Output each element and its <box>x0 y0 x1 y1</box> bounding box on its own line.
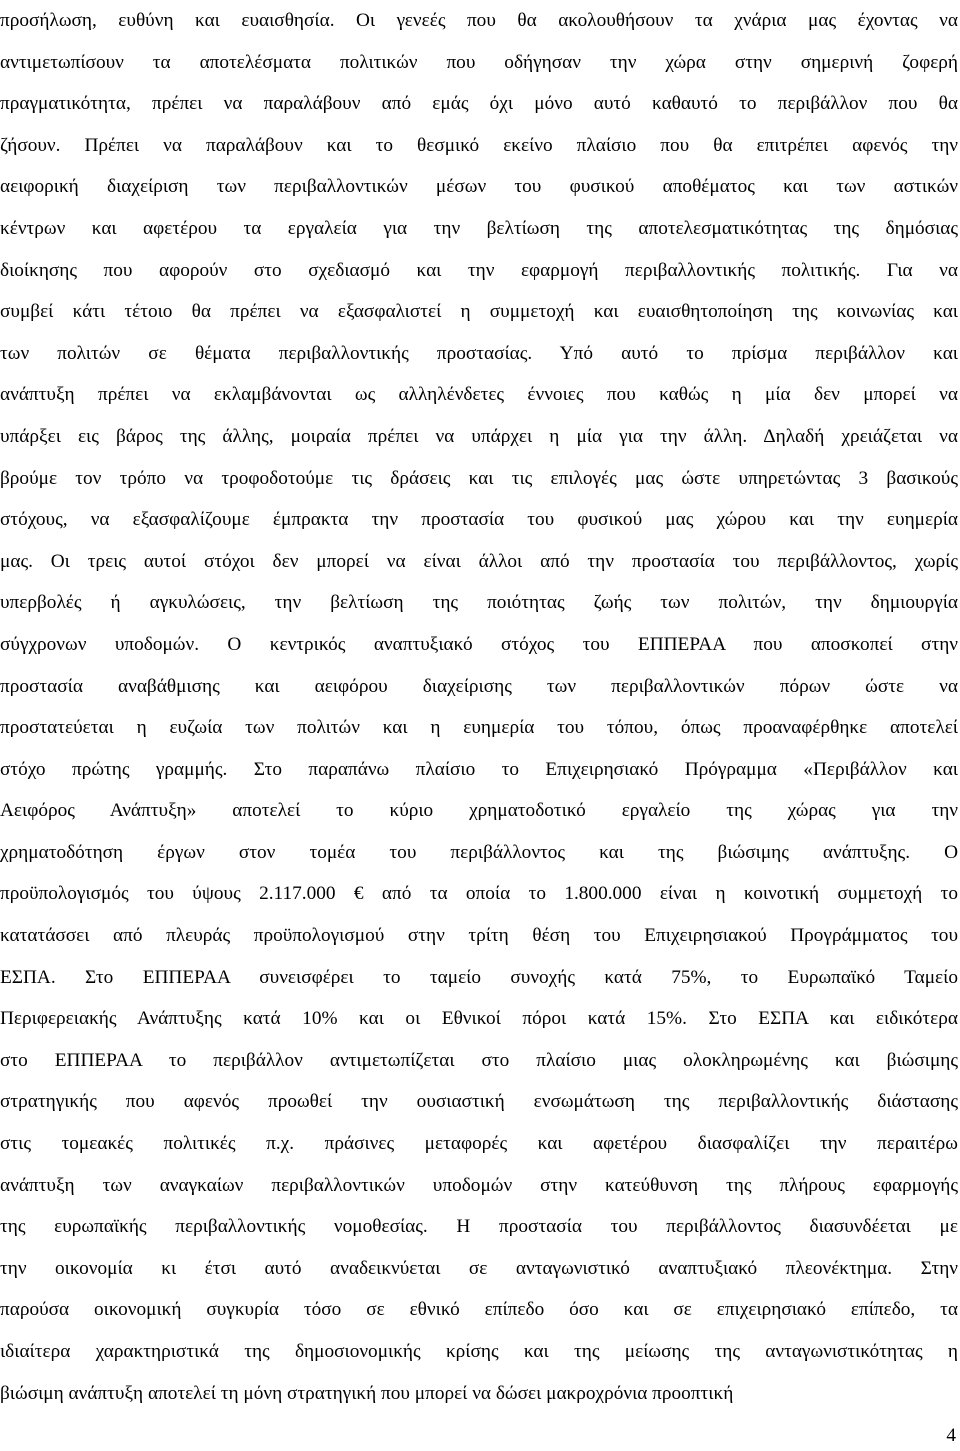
text-line: προστασία αναβάθμισης και αειφόρου διαχείρισης των περιβαλλοντικών πόρων ώστε να <box>0 675 958 697</box>
text-line: των πολιτών σε θέματα περιβαλλοντικής προστασίας. Υπό αυτό το πρίσμα περιβάλλον και <box>0 342 958 364</box>
text-line: στρατηγικής που αφενός προωθεί την ουσιαστική ενσωμάτωση της περιβαλλοντικής διάστασης <box>0 1091 958 1113</box>
text-line: ανάπτυξη των αναγκαίων περιβαλλοντικών υποδομών στην κατεύθυνση της πλήρους εφαρμογής <box>0 1174 958 1196</box>
text-line: προσήλωση, ευθύνη και ευαισθησία. Οι γενεές που θα ακολουθήσουν τα χνάρια μας έχοντας να <box>0 10 958 31</box>
text-line: ανάπτυξη πρέπει να εκλαμβάνονται ως αλληλένδετες έννοιες που καθώς η μία δεν μπορεί να <box>0 384 958 406</box>
text-line: συμβεί κάτι τέτοιο θα πρέπει να εξασφαλιστεί η συμμετοχή και ευαισθητοποίηση της κοινωνίας και <box>0 301 958 323</box>
text-line: Αειφόρος Ανάπτυξη» αποτελεί το κύριο χρηματοδοτικό εργαλείο της χώρας για την <box>0 800 958 822</box>
text-line: Περιφερειακής Ανάπτυξης κατά 10% και οι Εθνικοί πόροι κατά 15%. Στο ΕΣΠΑ και ειδικότερα <box>0 1008 958 1030</box>
text-line: της ευρωπαϊκής περιβαλλοντικής νομοθεσίας. Η προστασία του περιβάλλοντος διασυνδέεται με <box>0 1216 958 1238</box>
page-number: 4 <box>946 1425 956 1446</box>
text-line: ζήσουν. Πρέπει να παραλάβουν και το θεσμικό εκείνο πλαίσιο που θα επιτρέπει αφενός την <box>0 134 958 156</box>
text-line: βρούμε τον τρόπο να τροφοδοτούμε τις δράσεις και τις επιλογές μας ώστε υπηρετώντας 3 βασικούς <box>0 467 958 489</box>
text-line: προϋπολογισμός του ύψους 2.117.000 € από τα οποία το 1.800.000 είναι η κοινοτική συμμετοχή το <box>0 883 958 905</box>
text-line: πραγματικότητα, πρέπει να παραλάβουν από εμάς όχι μόνο αυτό καθαυτό το περιβάλλον που θα <box>0 93 958 115</box>
text-line: στις τομεακές πολιτικές π.χ. πράσινες μεταφορές και αφετέρου διασφαλίζει την περαιτέρω <box>0 1133 958 1155</box>
text-line: αντιμετωπίσουν τα αποτελέσματα πολιτικών που οδήγησαν την χώρα στην σημερινή ζοφερή <box>0 51 958 73</box>
text-line: διοίκησης που αφορούν στο σχεδιασμό και την εφαρμογή περιβαλλοντικής πολιτικής. Για να <box>0 259 958 281</box>
text-line: σύγχρονων υποδομών. Ο κεντρικός αναπτυξιακό στόχος του ΕΠΠΕΡΑΑ που αποσκοπεί στην <box>0 633 958 655</box>
text-line: την οικονομία κι έτσι αυτό αναδεικνύεται σε ανταγωνιστικό αναπτυξιακό πλεονέκτημα. Στην <box>0 1257 958 1279</box>
text-line: κέντρων και αφετέρου τα εργαλεία για την βελτίωση της αποτελεσματικότητας της δημόσιας <box>0 217 958 239</box>
text-line: παρούσα οικονομική συγκυρία τόσο σε εθνικό επίπεδο όσο και σε επιχειρησιακό επίπεδο, τα <box>0 1299 958 1321</box>
text-line: ιδιαίτερα χαρακτηριστικά της δημοσιονομικής κρίσης και της μείωσης της ανταγωνιστικότητας η <box>0 1341 958 1362</box>
text-line: υπάρξει εις βάρος της άλλης, μοιραία πρέπει να υπάρχει η μία για την άλλη. Δηλαδή χρειάζεται να <box>0 425 958 447</box>
text-line: στο ΕΠΠΕΡΑΑ το περιβάλλον αντιμετωπίζεται στο πλαίσιο μιας ολοκληρωμένης και βιώσιμης <box>0 1049 958 1071</box>
text-line: αειφορική διαχείριση των περιβαλλοντικών μέσων του φυσικού αποθέματος και των αστικών <box>0 176 958 198</box>
text-line: κατατάσσει από πλευράς προϋπολογισμού στην τρίτη θέση του Επιχειρησιακού Προγράμματος του <box>0 925 958 947</box>
text-line: βιώσιμη ανάπτυξη αποτελεί τη μόνη στρατηγική που μπορεί να δώσει μακροχρόνια προοπτική <box>0 1382 734 1404</box>
text-line: υπερβολές ή αγκυλώσεις, την βελτίωση της ποιότητας ζωής των πολιτών, την δημιουργία <box>0 592 958 614</box>
text-line: στόχους, να εξασφαλίζουμε έμπρακτα την προστασία του φυσικού μας χώρου και την ευημερία <box>0 509 958 531</box>
text-line: στόχο πρώτης γραμμής. Στο παραπάνω πλαίσιο το Επιχειρησιακό Πρόγραμμα «Περιβάλλον και <box>0 758 958 780</box>
text-line: χρηματοδότηση έργων στον τομέα του περιβάλλοντος και της βιώσιμης ανάπτυξης. Ο <box>0 841 958 863</box>
text-line: ΕΣΠΑ. Στο ΕΠΠΕΡΑΑ συνεισφέρει το ταμείο συνοχής κατά 75%, το Ευρωπαϊκό Ταμείο <box>0 966 958 988</box>
text-line: προστατεύεται η ευζωία των πολιτών και η ευημερία του τόπου, όπως προαναφέρθηκε αποτελεί <box>0 717 958 739</box>
text-line: μας. Οι τρεις αυτοί στόχοι δεν μπορεί να είναι άλλοι από την προστασία του περιβάλλοντος, χωρίς <box>0 550 958 572</box>
